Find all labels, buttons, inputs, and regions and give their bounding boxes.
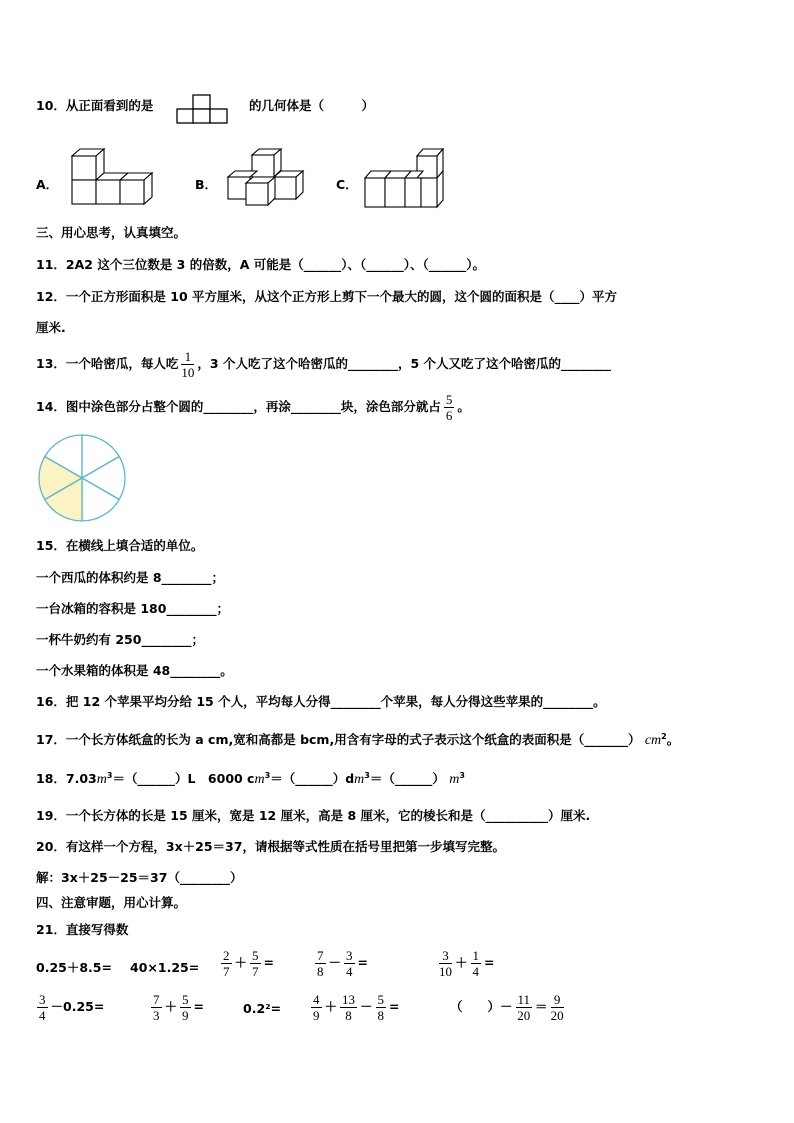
option-a-figure[interactable]	[68, 146, 164, 212]
q21-r1-a: 0.25＋8.5=	[36, 960, 112, 975]
q18-sup-3: 3	[364, 771, 370, 780]
den: 20	[550, 1008, 564, 1023]
num: 5	[377, 992, 385, 1007]
q15-item-4: 一个水果箱的体积是 48________。	[36, 663, 233, 678]
q18-sup-4: 3	[459, 771, 465, 780]
q21-r2-d	[308, 992, 400, 1023]
q21-r1-d-frac2	[344, 948, 355, 979]
front-view-figure	[176, 93, 230, 125]
q13-text-1: 13．一个哈密瓜，每人吃	[36, 356, 179, 371]
q21-r1-e-frac1	[439, 948, 452, 979]
rest: －0.25=	[50, 999, 105, 1014]
q10-text-pre: 10．从正面看到的是	[36, 98, 154, 113]
question-11: 11．2A2 这个三位数是 3 的倍数，A 可能是（______）、（______）、（______）。	[36, 257, 485, 272]
den: 8	[377, 1008, 385, 1023]
den: 7	[223, 964, 230, 979]
question-12-line2: 厘米.	[36, 320, 66, 335]
q21-r1-d	[312, 948, 368, 979]
op: ＋	[164, 999, 178, 1014]
q18-text-4: ＝（______）	[369, 771, 445, 787]
num: 4	[313, 992, 320, 1007]
option-a-label[interactable]: A．	[36, 177, 59, 192]
q17-unit: cm	[644, 733, 662, 749]
op: －	[328, 955, 342, 970]
den: 10	[439, 964, 452, 979]
q21-r2-e-frac1	[516, 992, 533, 1023]
q18-text-1: 18．7.03	[36, 771, 97, 787]
num: 2	[223, 948, 230, 963]
q21-r1-c-frac1	[221, 948, 232, 979]
q18-sup-2: 3	[264, 771, 271, 780]
question-16: 16．把 12 个苹果平均分给 15 个人，平均每人分得________个苹果，每人分得这些苹果的________。	[36, 694, 606, 709]
q21-r2-d-frac3	[376, 992, 387, 1023]
op: －	[360, 999, 373, 1014]
question-13	[36, 349, 611, 380]
q17-unit-sup: 2	[661, 732, 667, 741]
num: 1	[472, 948, 480, 963]
den: 20	[517, 1008, 531, 1023]
q21-r2-d-frac2	[340, 992, 357, 1023]
q18-text-3: ＝（______）d	[270, 771, 355, 787]
den: 7	[252, 964, 259, 979]
q21-r1-c-frac2	[250, 948, 261, 979]
den: 9	[313, 1008, 320, 1023]
section-4-heading: 四、注意审题，用心计算。	[36, 895, 187, 910]
q14-fraction-num: 5	[445, 392, 453, 407]
eq: =	[357, 955, 368, 970]
question-18	[36, 772, 465, 787]
pie-figure	[36, 432, 128, 524]
q21-r2-b-frac2	[180, 992, 191, 1023]
q18-unit-4: m	[449, 772, 460, 788]
eq: =	[389, 999, 400, 1014]
den: 9	[182, 1008, 189, 1023]
num: 7	[153, 992, 160, 1007]
q21-r2-a	[34, 992, 104, 1023]
section-3-heading: 三、用心思考，认真填空。	[36, 225, 187, 240]
question-19: 19．一个长方体的长是 15 厘米，宽是 12 厘米，高是 8 厘米，它的棱长和是（__________）厘米.	[36, 808, 591, 823]
q18-text-2: ＝（______）L 6000 c	[112, 771, 255, 787]
q21-r2-b-frac1	[151, 992, 162, 1023]
num: 13	[342, 992, 356, 1007]
q13-text-2: ，3 个人吃了这个哈密瓜的________，5 个人又吃了这个哈密瓜的________	[197, 356, 612, 371]
question-20-line1: 20．有这样一个方程，3x＋25＝37，请根据等式性质在括号里把第一步填写完整。	[36, 839, 505, 854]
question-15-title: 15．在横线上填合适的单位。	[36, 538, 204, 553]
pre: （ ）－	[450, 999, 513, 1014]
den: 4	[346, 964, 353, 979]
num: 9	[551, 992, 564, 1008]
question-10	[36, 100, 153, 113]
q21-r2-e-frac2	[551, 992, 564, 1023]
option-b-figure[interactable]	[224, 146, 308, 214]
q21-r2-a-frac	[37, 992, 48, 1023]
q17-end: 。	[666, 732, 680, 748]
q15-item-2: 一台冰箱的容积是 180________；	[36, 601, 229, 616]
q21-r1-e	[436, 948, 495, 979]
op: ＋	[234, 955, 248, 970]
num: 5	[252, 948, 259, 963]
num: 7	[317, 948, 324, 963]
question-17	[36, 733, 679, 748]
q21-r2-d-frac1	[311, 992, 322, 1023]
option-c-label[interactable]: C．	[336, 177, 358, 192]
q15-item-3: 一杯牛奶约有 250________；	[36, 632, 204, 647]
num: 3	[439, 948, 452, 964]
q21-r2-e	[450, 992, 567, 1023]
q13-fraction	[181, 349, 194, 380]
q18-unit-3: m	[354, 772, 365, 788]
q21-r1-b: 40×1.25=	[130, 960, 200, 975]
q18-sup-1: 3	[106, 771, 113, 780]
den: 3	[153, 1008, 160, 1023]
question-20-line2: 解：3x＋25－25＝37（________）	[36, 870, 243, 885]
option-b-label[interactable]: B．	[195, 177, 218, 192]
q17-text: 17．一个长方体纸盒的长为 a cm,宽和高都是 bcm,用含有字母的式子表示这个纸盒的表面积是（_______）	[36, 732, 641, 748]
op: ＋	[455, 955, 468, 970]
den: 4	[39, 1008, 46, 1023]
option-c-figure[interactable]	[362, 146, 448, 212]
q14-fraction	[444, 392, 455, 423]
q10-text-post-line	[249, 100, 374, 113]
q10-text-post: 的几何体是（ ）	[249, 98, 375, 113]
eq: ＝	[535, 999, 548, 1014]
den: 4	[472, 964, 480, 979]
question-14	[36, 392, 470, 423]
q21-r2-c: 0.2²=	[243, 1001, 282, 1016]
num: 11	[517, 992, 531, 1007]
q21-r1-e-frac2	[471, 948, 482, 979]
num: 3	[346, 948, 353, 963]
den: 8	[345, 1008, 352, 1023]
eq: =	[263, 955, 274, 970]
q18-unit-1: m	[96, 772, 107, 788]
q13-fraction-den: 10	[181, 365, 195, 380]
q15-item-1: 一个西瓜的体积约是 8________；	[36, 570, 225, 585]
op: ＋	[324, 999, 338, 1014]
q13-fraction-num: 1	[181, 349, 194, 365]
num: 3	[39, 992, 46, 1007]
q18-unit-2: m	[254, 772, 265, 788]
q21-r2-b	[148, 992, 204, 1023]
q21-r1-d-frac1	[315, 948, 326, 979]
eq: =	[193, 999, 204, 1014]
q14-text-1: 14．图中涂色部分占整个圆的________，再涂________块，涂色部分就占	[36, 399, 441, 414]
question-12-line1: 12．一个正方形面积是 10 平方厘米，从这个正方形上剪下一个最大的圆，这个圆的面积是（____）平方	[36, 289, 617, 304]
den: 8	[317, 964, 324, 979]
eq: =	[484, 955, 495, 970]
question-21-title: 21．直接写得数	[36, 922, 129, 937]
q14-fraction-den: 6	[445, 408, 453, 423]
num: 5	[182, 992, 189, 1007]
q21-r1-c	[218, 948, 274, 979]
q14-text-2: 。	[457, 399, 470, 414]
